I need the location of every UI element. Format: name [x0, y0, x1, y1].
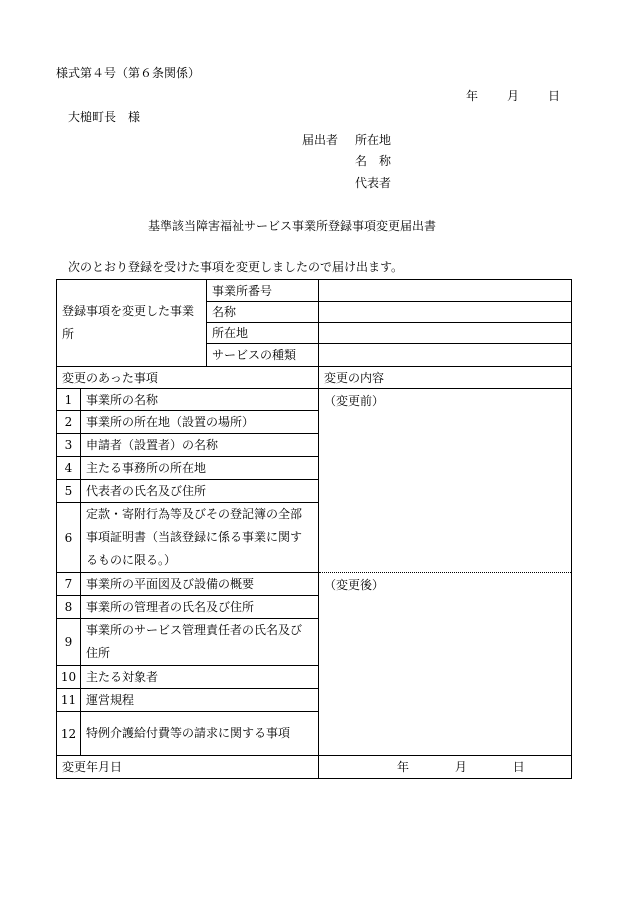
header-date-day: 日 [548, 89, 561, 103]
change-form-table [56, 279, 572, 779]
intro-text: 次のとおり登録を受けた事項を変更しましたので届け出ます。 [68, 260, 404, 274]
item-text: 主たる対象者 [81, 666, 319, 689]
office-group-label: 登録事項を変更した事業所 [57, 280, 207, 367]
item-text: 代表者の氏名及び住所 [81, 480, 319, 503]
office-number-label: 事業所番号 [207, 280, 319, 302]
item-text: 申請者（設置者）の名称 [81, 434, 319, 457]
item-text: 定款・寄附行為等及びその登記簿の全部事項証明書（当該登録に係る事業に関するものに限る。） [81, 503, 319, 573]
item-text: 運営規程 [81, 689, 319, 712]
item-text: 事業所のサービス管理責任者の氏名及び住所 [81, 619, 319, 666]
office-location-label: 所在地 [207, 323, 319, 344]
item-number: 10 [57, 666, 81, 689]
document-title: 基準該当障害福祉サービス事業所登録事項変更届出書 [148, 219, 437, 233]
service-type-field[interactable] [319, 344, 572, 367]
item-number: 1 [57, 389, 81, 411]
office-name-field[interactable] [319, 302, 572, 323]
item-text: 主たる事務所の所在地 [81, 457, 319, 480]
change-date-field[interactable] [319, 756, 572, 779]
changed-items-header: 変更のあった事項 [57, 367, 319, 389]
item-number: 7 [57, 573, 81, 596]
header-date-month: 月 [507, 89, 520, 103]
item-number: 6 [57, 503, 81, 573]
change-date-label: 変更年月日 [57, 756, 319, 779]
address-label: 所在地 [355, 133, 392, 147]
change-date-year: 年 [397, 760, 410, 774]
representative-label: 代表者 [355, 176, 392, 190]
item-text: 事業所の名称 [81, 389, 319, 411]
header-date-year: 年 [466, 89, 479, 103]
item-number: 12 [57, 712, 81, 756]
change-date-day: 日 [512, 760, 525, 774]
item-number: 9 [57, 619, 81, 666]
change-after-label: （変更後） [324, 578, 385, 592]
item-number: 2 [57, 411, 81, 434]
item-text: 特例介護給付費等の請求に関する事項 [81, 712, 319, 756]
change-before-label: （変更前） [324, 394, 385, 408]
change-before-field[interactable] [319, 389, 572, 573]
submitter-label: 届出者 [302, 133, 339, 147]
item-number: 4 [57, 457, 81, 480]
office-location-field[interactable] [319, 323, 572, 344]
item-number: 3 [57, 434, 81, 457]
service-type-label: サービスの種類 [207, 344, 319, 367]
item-number: 5 [57, 480, 81, 503]
form-number: 様式第４号（第６条関係） [56, 66, 201, 80]
office-number-field[interactable] [319, 280, 572, 302]
office-name-label: 名称 [207, 302, 319, 323]
item-number: 8 [57, 596, 81, 619]
change-content-header: 変更の内容 [319, 367, 572, 389]
addressee: 大槌町長 様 [68, 110, 141, 124]
item-text: 事業所の管理者の氏名及び住所 [81, 596, 319, 619]
name-label: 名 称 [355, 154, 392, 168]
item-number: 11 [57, 689, 81, 712]
change-date-month: 月 [454, 760, 467, 774]
item-text: 事業所の所在地（設置の場所） [81, 411, 319, 434]
change-after-field[interactable] [319, 573, 572, 756]
item-text: 事業所の平面図及び設備の概要 [81, 573, 319, 596]
